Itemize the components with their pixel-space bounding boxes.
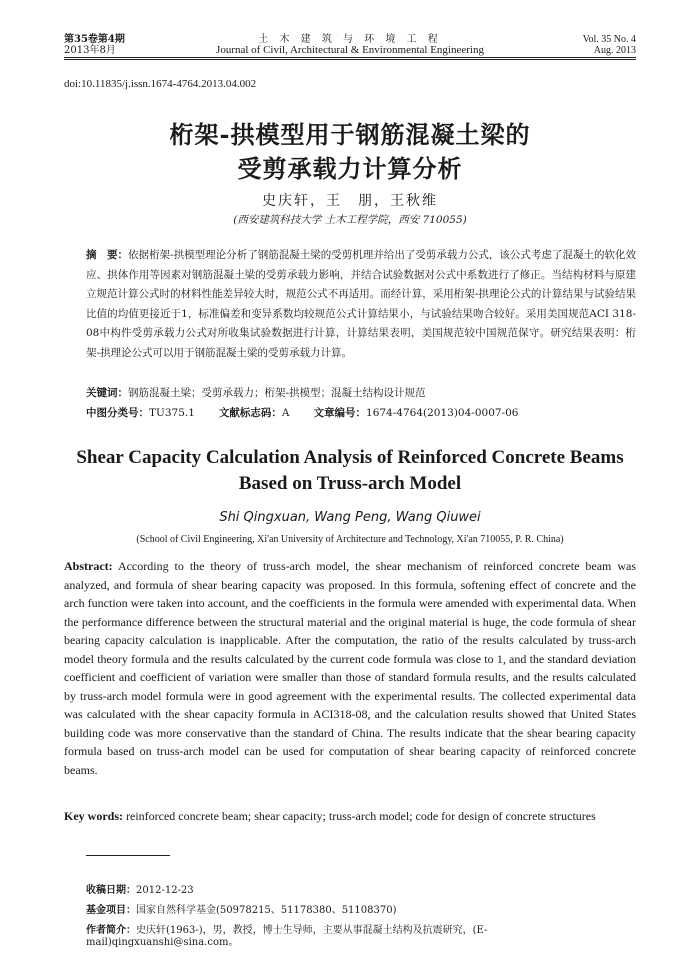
author-bio-value: 史庆轩(1963-)，男，教授，博士生导师，主要从事混凝土结构及抗震研究，(E-mail)qingxuanshi@sina.com。	[86, 925, 488, 948]
doi: doi:10.11835/j.issn.1674-4764.2013.04.002	[64, 78, 257, 90]
header-rule-thin	[64, 59, 636, 60]
clc-value: TU375.1	[149, 407, 195, 419]
en-keywords-text: reinforced concrete beam; shear capacity; truss-arch model; code for design of concrete structures	[123, 809, 596, 823]
cn-keywords	[86, 385, 636, 402]
en-abstract	[64, 557, 636, 779]
clc-label: 中图分类号：	[86, 407, 149, 419]
cn-title-line1: 桁架-拱模型用于钢筋混凝土梁的	[169, 120, 531, 149]
footnote-author	[86, 925, 636, 949]
header-date-en: Aug. 2013	[593, 45, 636, 56]
cn-abstract	[86, 246, 636, 364]
footnote-received	[86, 885, 636, 897]
doc-code-label: 文献标志码：	[218, 407, 282, 419]
en-keywords	[64, 807, 636, 826]
cn-title	[64, 118, 636, 186]
en-title-line1: Shear Capacity Calculation Analysis of Reinforced Concrete Beams	[76, 447, 624, 468]
fund-label: 基金项目：	[86, 905, 136, 916]
cn-abstract-text: 依据桁架-拱模型理论分析了钢筋混凝土梁的受剪机理并给出了受剪承载力公式，该公式考虑了混凝土的软化效应、拱体作用等因素对钢筋混凝土梁的受剪承载力影响，并结合试验数据对公式中系数进行了修正。当结构材料与原建立规范计算公式时的材料性能差异较大时，规范公式不再适用。而经计算，采用桁架-拱理论公式的计算结果与试验结果比值的均值更接近于1，标准偏差和变异系数均较规范公式计算结果小，与试验结果吻合较好。采用美国规范ACI 318-08中构件受剪承载力公式对所收集试验数据进行计算，计算结果表明，美国规范较中国规范保守。研究结果表明：桁架-拱理论公式可以用于钢筋混凝土梁的受剪承载力计算。	[86, 249, 637, 359]
journal-name	[64, 34, 636, 56]
cn-title-line2: 受剪承载力计算分析	[237, 154, 463, 183]
en-keywords-label: Key words:	[64, 809, 123, 823]
en-abstract-text: According to the theory of truss-arch model, the shear mechanism of reinforced concrete beam was analyzed, and formula of shear bearing capacity was proposed. In this formula, softening effect of concrete and the arch function were taken into account, and the coefficients in the formula were amended with experimental data. When the performance difference between the structural material and the original material is huge, the code formula of shear bearing capacity calculation is inapplicable. After the computation, the ratio of the results calculated by truss-arch model theory formula and the results calculated by the current code formula was close to 1, and the standard deviation coefficient and coefficient of variation were smaller than those of standard formula results, and the results calculated by truss-arch model formula were in good agreement with the experimental results. The collected experimental data was calculated with the shear capacity formula in ACI318-08, and the calculation results showed that United States building code was more conservative than the standard of China. The results indicate that the shear bearing capacity formula based on truss-arch model can be used for computation of shear bearing capacity of reinforced concrete beams.	[64, 559, 636, 777]
header-volume-en	[583, 34, 636, 56]
footnote-rule	[86, 855, 170, 856]
received-label: 收稿日期：	[86, 885, 136, 896]
fund-value: 国家自然科学基金(50978215、51178380、51108370)	[136, 905, 397, 916]
cn-authors: 史庆轩，王 朋，王秋维	[262, 193, 438, 209]
received-value: 2012-12-23	[136, 885, 194, 896]
cn-abstract-label: 摘 要：	[86, 249, 129, 261]
article-no-value: 1674-4764(2013)04-0007-06	[366, 407, 519, 419]
en-authors: Shi Qingxuan, Wang Peng, Wang Qiuwei	[219, 510, 481, 525]
en-title-line2: Based on Truss-arch Model	[238, 473, 462, 494]
cn-keywords-label: 关键词：	[86, 387, 128, 399]
running-header	[64, 34, 636, 54]
header-volume-issue-en: Vol. 35 No. 4	[582, 34, 636, 45]
article-no-label: 文章编号：	[313, 407, 367, 419]
en-title	[64, 445, 636, 497]
cn-affiliation: (西安建筑科技大学 土木工程学院，西安 710055)	[233, 214, 467, 226]
header-rule-thick	[64, 57, 636, 58]
doc-code-value: A	[281, 407, 290, 419]
header-volume-issue-cn: 第35卷第4期	[64, 34, 125, 45]
header-date-cn: 2013年8月	[64, 45, 116, 56]
journal-name-en: Journal of Civil, Architectural & Environmental Engineering	[216, 44, 484, 56]
en-abstract-label: Abstract:	[64, 559, 113, 573]
author-bio-label: 作者简介：	[86, 925, 136, 936]
footnote-fund	[86, 905, 636, 917]
en-affiliation: (School of Civil Engineering, Xi'an University of Architecture and Technology, Xi'an 710055, P. R. China)	[136, 534, 564, 545]
cn-keywords-text: 钢筋混凝土梁；受剪承载力；桁架-拱模型；混凝土结构设计规范	[128, 387, 426, 399]
cn-classification	[86, 405, 636, 422]
journal-name-cn: 土 木 建 筑 与 环 境 工 程	[258, 34, 442, 45]
